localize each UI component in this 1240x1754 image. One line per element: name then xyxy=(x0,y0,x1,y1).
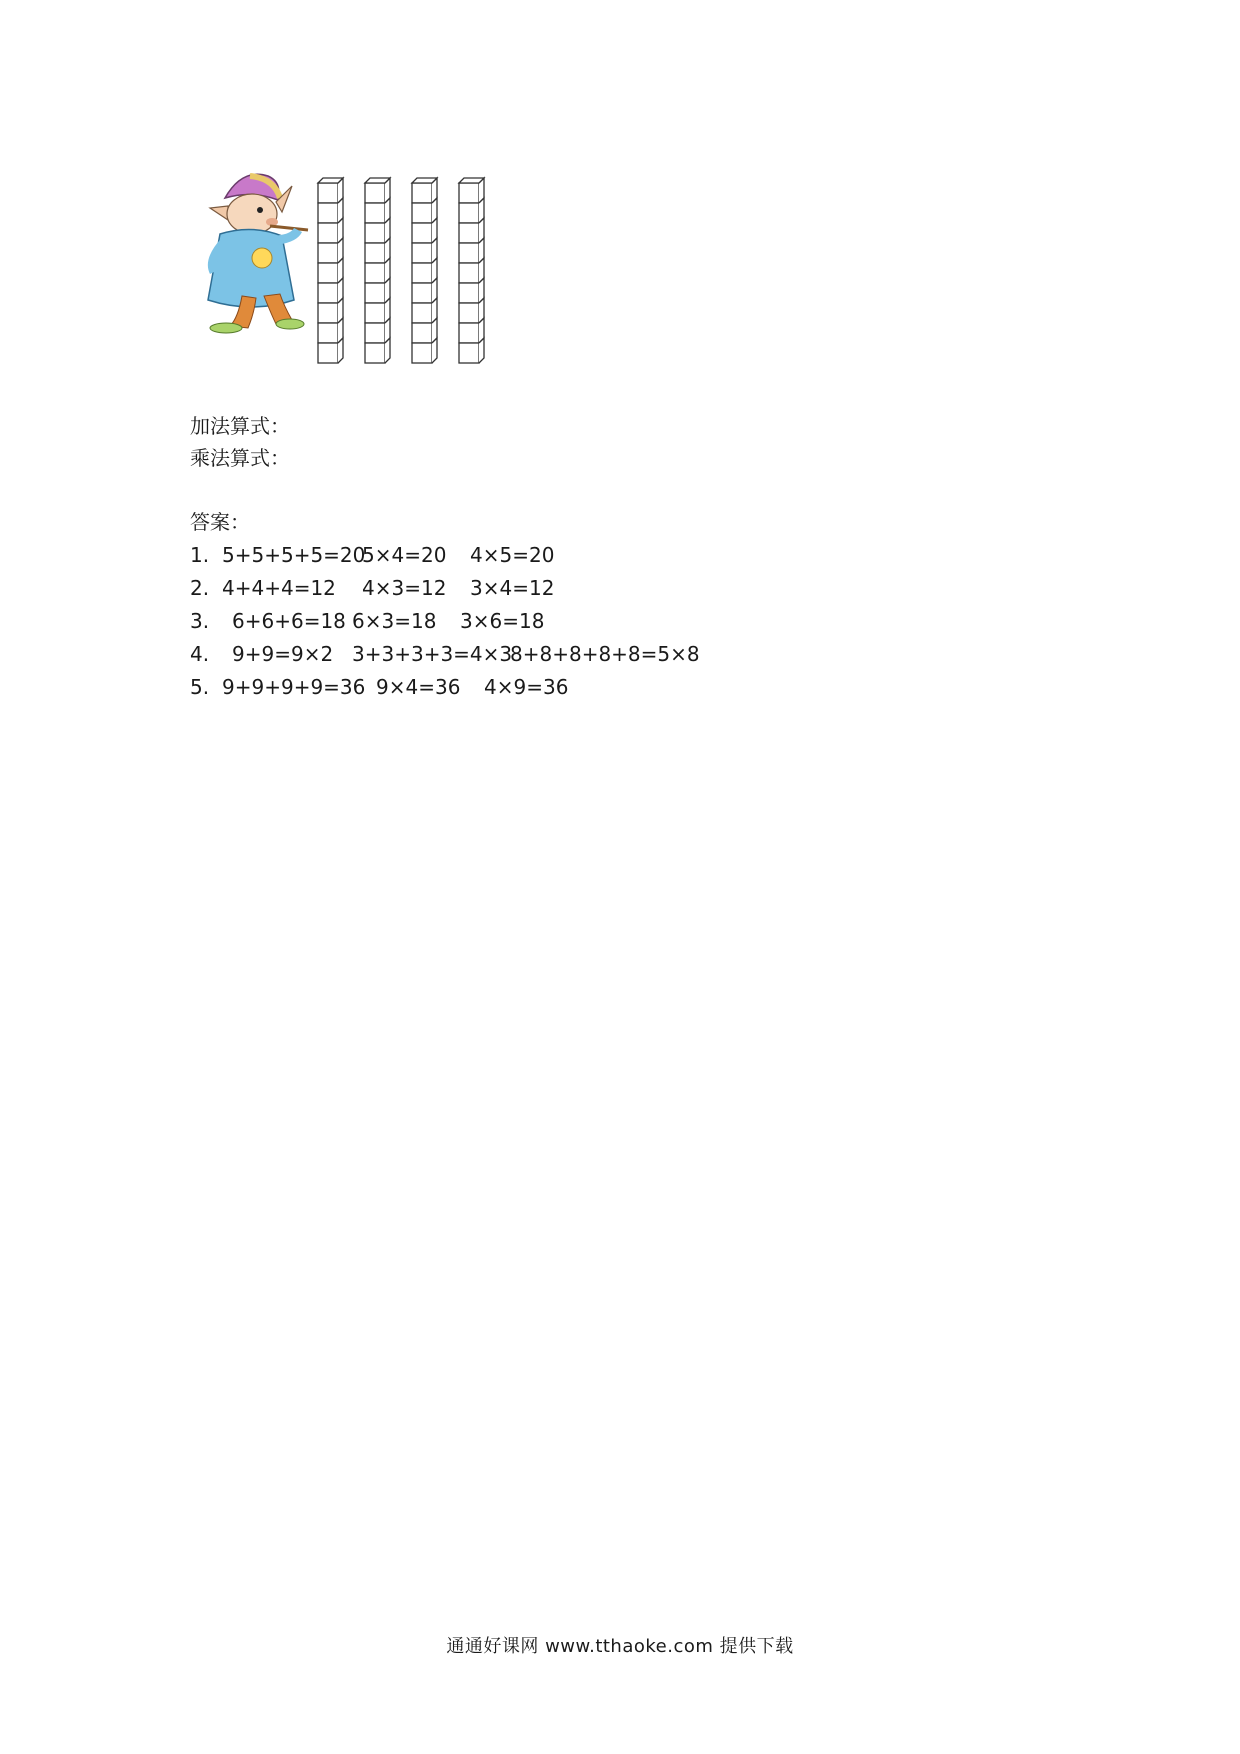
answer-expression: 4+4+4=12 xyxy=(222,576,336,600)
cube xyxy=(318,178,343,203)
answer-number: 5. xyxy=(190,675,210,699)
footer-text: 通通好课网 www.tthaoke.com 提供下载 xyxy=(446,1636,794,1657)
answer-number: 1. xyxy=(190,543,210,567)
answer-expression: 4×3=12 xyxy=(362,576,447,600)
cube xyxy=(412,178,437,203)
cube-column xyxy=(459,178,484,363)
addition-label: 加法算式： xyxy=(190,414,290,438)
illustration-svg xyxy=(190,168,510,373)
cube-columns xyxy=(318,178,484,363)
answer-expression: 9×4=36 xyxy=(376,675,461,699)
answer-expression: 5+5+5+5=20 xyxy=(222,543,366,567)
cube xyxy=(459,178,484,203)
answer-expression: 8+8+8+8+8=5×8 xyxy=(510,642,700,666)
answer-expression: 5×4=20 xyxy=(362,543,447,567)
cartoon-boy-with-brush-icon xyxy=(208,174,308,333)
answer-expression: 3+3+3+3=4×3 xyxy=(352,642,513,666)
answer-expression: 3×4=12 xyxy=(470,576,555,600)
answer-expression: 6+6+6=18 xyxy=(232,609,346,633)
cube-column xyxy=(365,178,390,363)
answers-heading: 答案： xyxy=(190,510,250,534)
answer-number: 3. xyxy=(190,609,210,633)
cube xyxy=(365,178,390,203)
answer-expression: 6×3=18 xyxy=(352,609,437,633)
answer-expression: 9+9=9×2 xyxy=(232,642,334,666)
cube-column xyxy=(318,178,343,363)
cube-column xyxy=(412,178,437,363)
answer-expression: 9+9+9+9=36 xyxy=(222,675,366,699)
multiplication-label: 乘法算式： xyxy=(190,446,290,470)
illustration xyxy=(190,168,510,373)
answer-number: 2. xyxy=(190,576,210,600)
answer-expression: 3×6=18 xyxy=(460,609,545,633)
answer-expression: 4×9=36 xyxy=(484,675,569,699)
answer-number: 4. xyxy=(190,642,210,666)
answer-expression: 4×5=20 xyxy=(470,543,555,567)
